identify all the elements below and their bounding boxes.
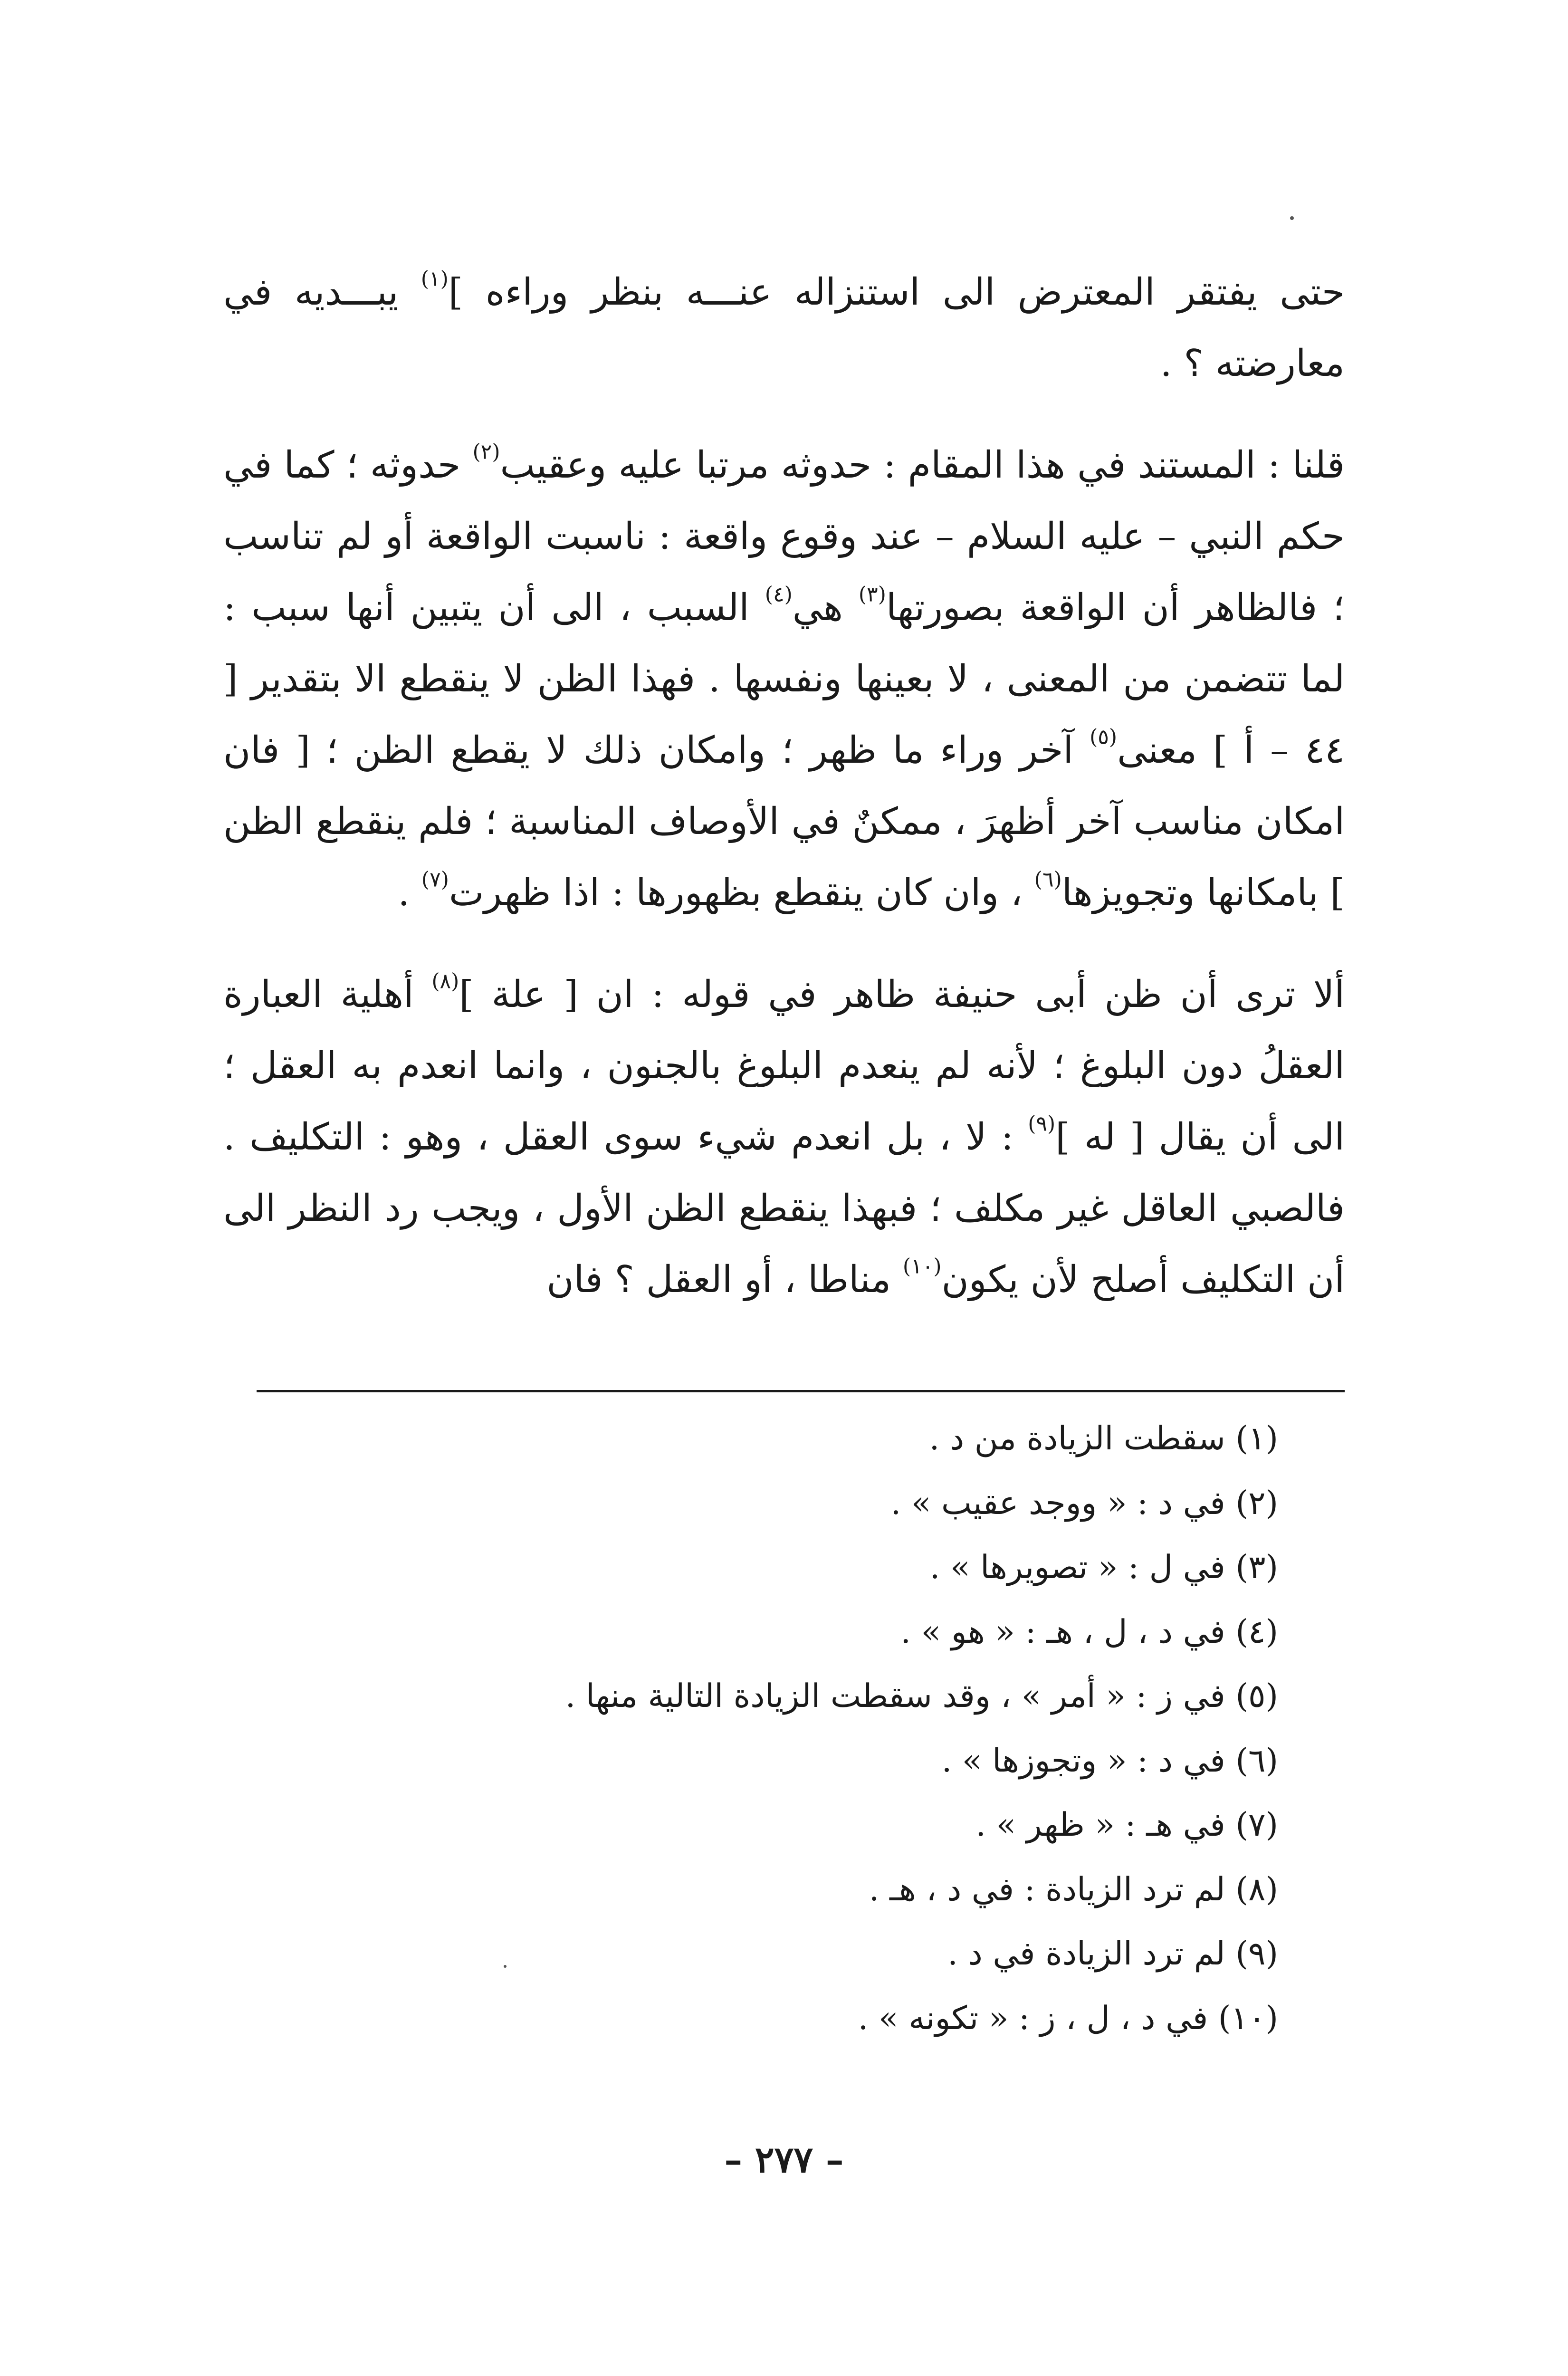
footnote-text: في ز : « أمر » ، وقد سقطت الزيادة التالية منها . [565, 1677, 1225, 1715]
text-run: آخر وراء ما ظهر ؛ وامكان ذلك لا يقطع الظن ؛ [ فان امكان مناسب آخر أظهرَ ، ممكنٌ في الأوصاف المناسبة ؛ فلم ينقطع الظن ] بامكانها وتجويزها [223, 729, 1345, 914]
footnote [138, 1858, 1278, 1922]
scan-speck [1290, 216, 1294, 220]
footnote [138, 1407, 1278, 1471]
text-run: ألا ترى أن ظن أبى حنيفة ظاهر في قوله : ان [ علة ] [459, 973, 1345, 1016]
text-run: حتى يفتقر المعترض الى استنزاله عنـــه بنظر وراءه ] [448, 271, 1345, 314]
footnote-ref: (٦) [1034, 867, 1062, 892]
footnote-text: سقطت الزيادة من د . [929, 1420, 1225, 1457]
footnote-number: (٤) [1235, 1613, 1278, 1651]
footnote-divider [257, 1390, 1345, 1392]
paragraph [223, 430, 1345, 929]
footnote-text: في د ، ل ، ز : « تكونه » . [858, 1999, 1208, 2037]
page-number: – ٢٧٧ – [724, 2138, 844, 2181]
footnote [138, 1600, 1278, 1665]
text-run: مناطا ، أو العقل ؟ فان [546, 1258, 903, 1301]
footnote-ref: (٢) [472, 440, 500, 464]
text-run: : لا ، بل انعدم شيء سوى العقل ، وهو : التكليف . فالصبي العاقل غير مكلف ؛ فبهذا ينقطع الظن الأول ، ويجب رد النظر الى أن التكليف أصلح لأن يكون [223, 1116, 1345, 1301]
footnote-ref: (١) [421, 267, 449, 291]
text-run: قلنا : المستند في هذا المقام : حدوثه مرتبا عليه وعقيب [500, 444, 1345, 487]
footnote-text: لم ترد الزيادة في د . [947, 1935, 1225, 1973]
text-run: ، وان كان ينقطع بظهورها : اذا ظهرت [449, 872, 1034, 914]
footnote-ref: (٤) [765, 582, 793, 607]
footnote [138, 1471, 1278, 1536]
footnote [138, 1922, 1278, 1986]
text-run: هي [792, 586, 859, 629]
footnote-ref: (٥) [1090, 725, 1118, 749]
footnote [138, 1986, 1278, 2051]
paragraph [223, 959, 1345, 1315]
text-run: يبـــديه في معارضته ؟ . [223, 271, 1345, 385]
footnote-number: (١٠) [1218, 1999, 1278, 2037]
footnote-text: في هـ : « ظهر » . [975, 1806, 1225, 1844]
footnote-ref: (٣) [858, 582, 886, 607]
footnote-number: (٧) [1235, 1806, 1278, 1844]
footnote-number: (٩) [1235, 1935, 1278, 1973]
footnote-text: في ل : « تصويرها » . [929, 1549, 1225, 1586]
footnote-ref: (٧) [421, 867, 449, 892]
footnote-text: لم ترد الزيادة : في د ، هـ . [869, 1870, 1225, 1908]
footnote [138, 1664, 1278, 1729]
footnote-text: في د : « ووجد عقيب » . [890, 1484, 1225, 1522]
footnote-number: (٢) [1235, 1484, 1278, 1522]
footnote-text: في د ، ل ، هـ : « هو » . [900, 1613, 1225, 1651]
footnote-number: (١) [1235, 1420, 1278, 1457]
footnote-ref: (١٠) [902, 1254, 942, 1279]
main-text [223, 257, 1345, 1346]
footnote-ref: (٨) [431, 969, 459, 994]
footnote-number: (٥) [1235, 1677, 1278, 1715]
footnote [138, 1729, 1278, 1793]
paragraph [223, 257, 1345, 399]
footnotes [138, 1407, 1278, 2050]
footnote-number: (٦) [1235, 1742, 1278, 1780]
footnote-number: (٣) [1235, 1549, 1278, 1586]
text-run: السبب ، الى أن يتبين أنها سبب : لما تتضمن من المعنى ، لا بعينها ونفسها . فهذا الظن لا ينقطع الا بتقدير [ ٤٤ – أ ] معنى [223, 586, 1345, 772]
footnote [138, 1793, 1278, 1858]
text-run: أهلية العبارة العقلُ دون البلوغ ؛ لأنه لم ينعدم البلوغ بالجنون ، وانما انعدم به العقل ؛ الى أن يقال [ له ] [223, 973, 1345, 1159]
footnote-text: في د : « وتجوزها » . [941, 1742, 1225, 1780]
footnote-number: (٨) [1235, 1870, 1278, 1908]
footnote [138, 1535, 1278, 1600]
footnote-ref: (٩) [1028, 1111, 1056, 1136]
text-run: . [398, 872, 421, 914]
scan-speck [504, 1965, 507, 1968]
text-run: حدوثه ؛ كما في حكم النبي – عليه السلام – عند وقوع واقعة : ناسبت الواقعة أو لم تناسب ؛ فالظاهر أن الواقعة بصورتها [223, 444, 1345, 629]
